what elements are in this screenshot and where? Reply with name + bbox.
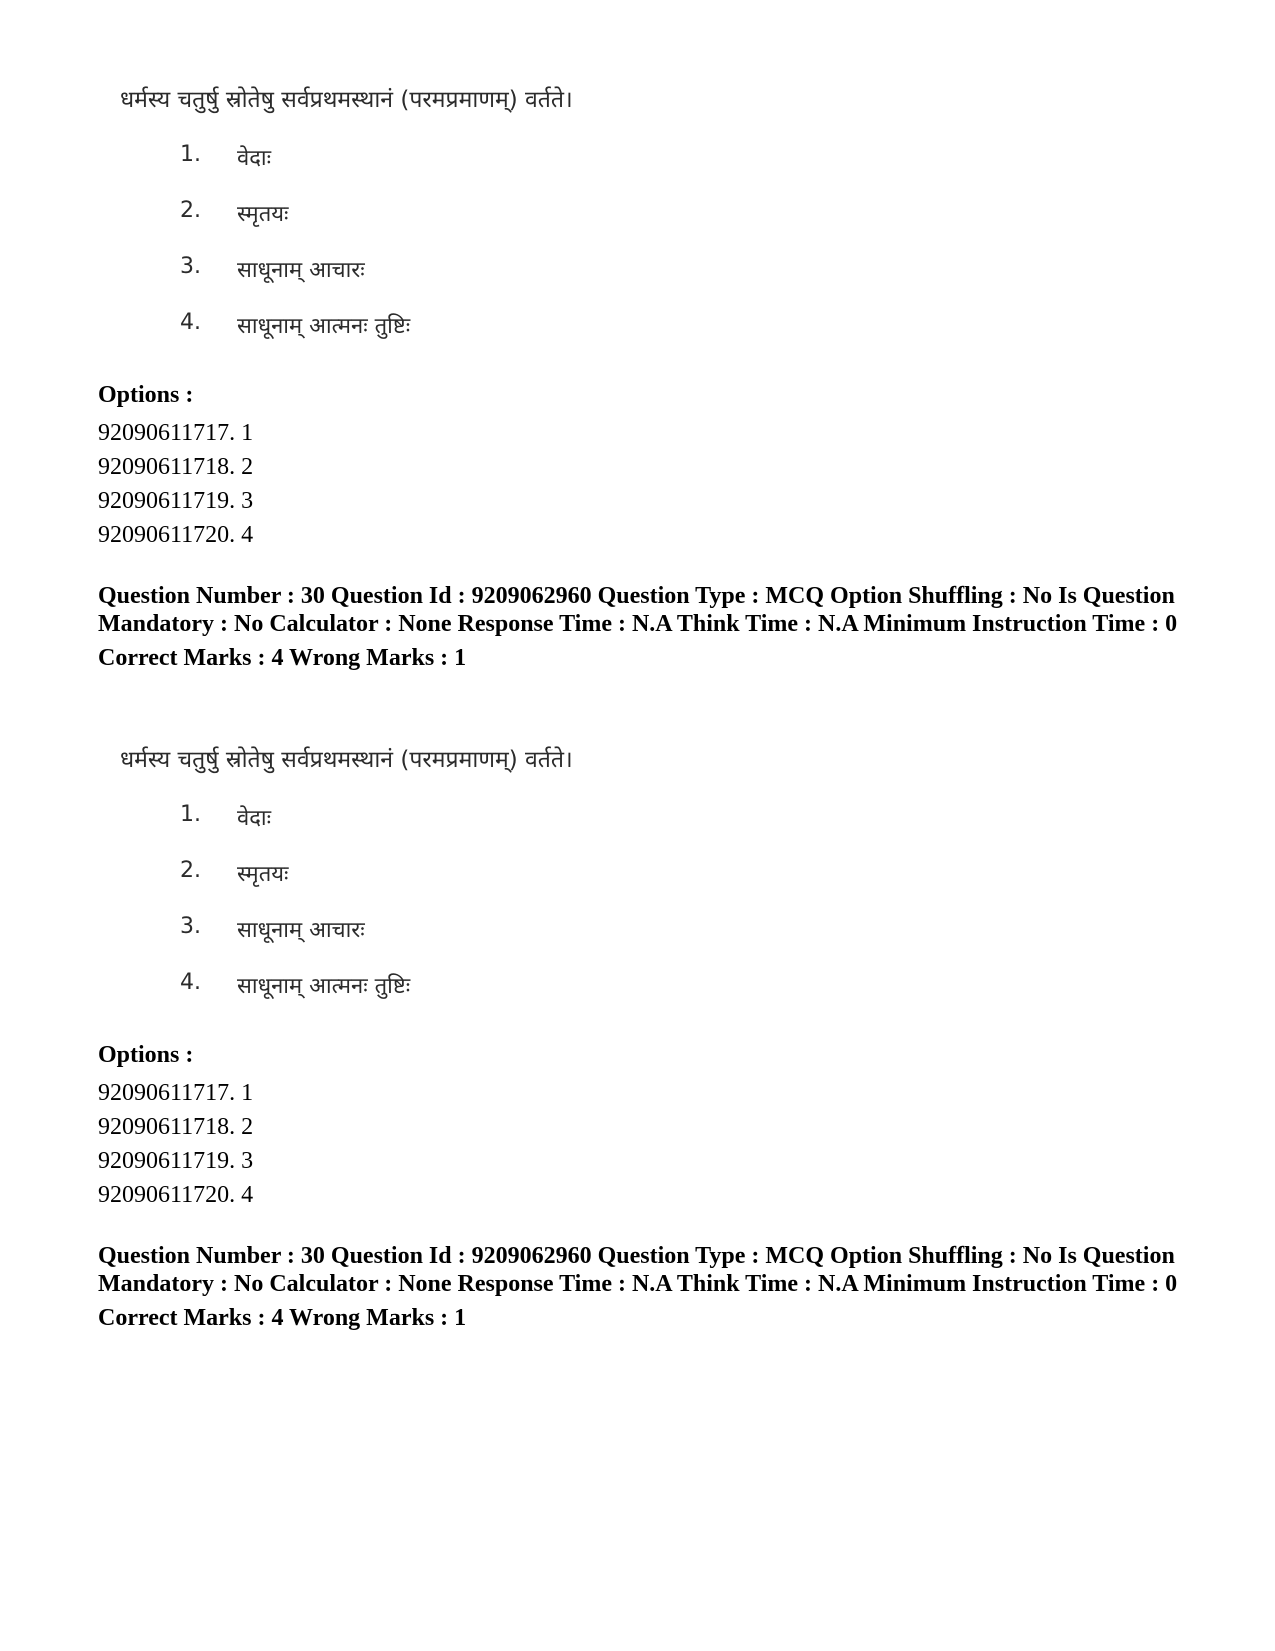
marks-text: Correct Marks : 4 Wrong Marks : 1 bbox=[98, 1305, 467, 1331]
choice-number: 3. bbox=[180, 914, 201, 939]
choice-number: 3. bbox=[180, 254, 201, 279]
question-block bbox=[0, 742, 1275, 1331]
option-row: 92090611718. 2 bbox=[98, 454, 254, 480]
choice-text: स्मृतयः bbox=[237, 202, 289, 227]
question-meta bbox=[98, 582, 1198, 672]
choice-text: वेदाः bbox=[237, 146, 272, 171]
option-row: 92090611720. 4 bbox=[98, 1182, 254, 1208]
option-row: 92090611717. 1 bbox=[98, 420, 254, 446]
question-stem: धर्मस्य चतुर्षु स्रोतेषु सर्वप्रथमस्थानं (परमप्रमाणम्) वर्तते। bbox=[120, 87, 573, 113]
options-list bbox=[98, 416, 253, 552]
choice-number: 4. bbox=[180, 970, 201, 995]
marks-text: Correct Marks : 4 Wrong Marks : 1 bbox=[98, 645, 467, 671]
options-list bbox=[98, 1076, 253, 1212]
choice-number: 1. bbox=[180, 142, 201, 167]
choice-text: वेदाः bbox=[237, 806, 272, 831]
option-row: 92090611718. 2 bbox=[98, 1114, 254, 1140]
option-row: 92090611719. 3 bbox=[98, 1148, 254, 1174]
choice-text: साधूनाम् आचारः bbox=[237, 918, 365, 943]
options-heading: Options : bbox=[98, 1042, 194, 1068]
option-row: 92090611719. 3 bbox=[98, 488, 254, 514]
option-row: 92090611717. 1 bbox=[98, 1080, 254, 1106]
choice-text: साधूनाम् आत्मनः तुष्टिः bbox=[237, 974, 411, 999]
choice-number: 2. bbox=[180, 198, 201, 223]
choice-number: 4. bbox=[180, 310, 201, 335]
question-stem: धर्मस्य चतुर्षु स्रोतेषु सर्वप्रथमस्थानं (परमप्रमाणम्) वर्तते। bbox=[120, 747, 573, 773]
question-meta bbox=[98, 1242, 1198, 1332]
choice-text: स्मृतयः bbox=[237, 862, 289, 887]
choice-text: साधूनाम् आचारः bbox=[237, 258, 365, 283]
option-row: 92090611720. 4 bbox=[98, 522, 254, 548]
question-meta-text: Question Number : 30 Question Id : 9209062960 Question Type : MCQ Option Shuffling : No Is Question Mandatory : No Calculator : None Response Time : N.A Think Time : N.A Minimum Instruction Time : 0 bbox=[98, 583, 1178, 637]
options-heading: Options : bbox=[98, 382, 194, 408]
choice-number: 1. bbox=[180, 802, 201, 827]
choice-text: साधूनाम् आत्मनः तुष्टिः bbox=[237, 314, 411, 339]
question-meta-text: Question Number : 30 Question Id : 9209062960 Question Type : MCQ Option Shuffling : No Is Question Mandatory : No Calculator : None Response Time : N.A Think Time : N.A Minimum Instruction Time : 0 bbox=[98, 1243, 1178, 1297]
choice-number: 2. bbox=[180, 858, 201, 883]
question-block bbox=[0, 82, 1275, 671]
